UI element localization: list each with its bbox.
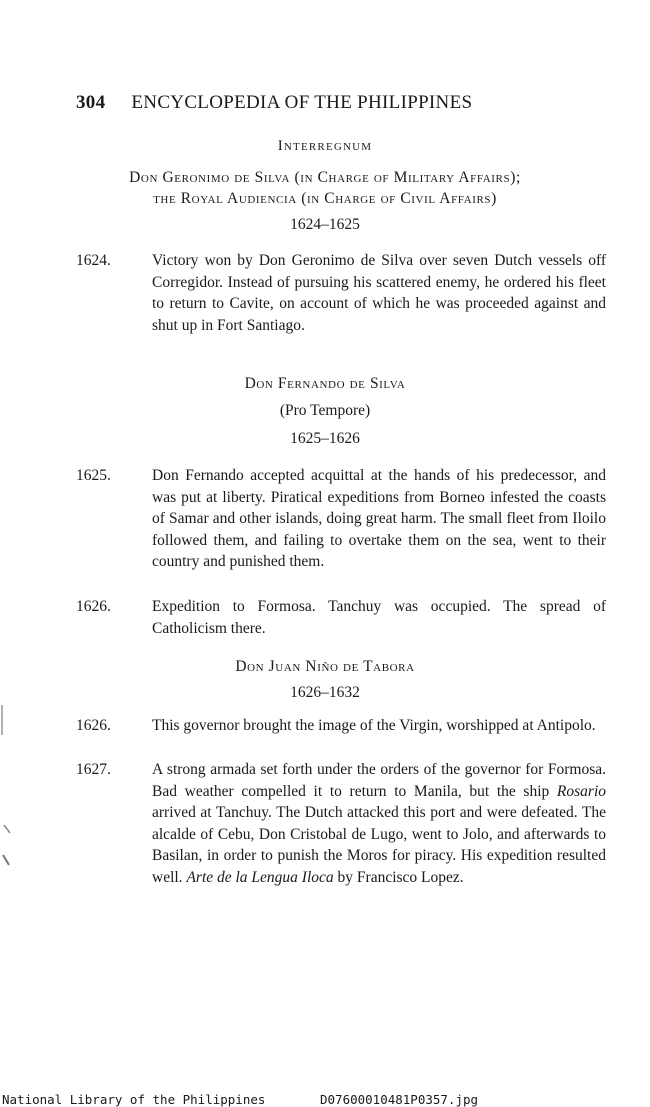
scan-edge-artifact <box>0 705 12 885</box>
ship-name: Rosario <box>556 782 607 800</box>
chronology-entry-1627 <box>76 759 606 889</box>
governor-heading-tabora: Don Juan Niño de Tabora <box>235 658 415 675</box>
chronology-entry-1625 <box>76 465 606 573</box>
book-title: Arte de la Lengua Iloca <box>186 868 334 886</box>
entry-year: 1627. <box>76 761 111 778</box>
page-number: 304 <box>76 92 106 113</box>
governor-heading-silva-line1: Don Geronimo de Silva (in Charge of Military Affairs); <box>129 169 521 186</box>
section-heading-interregnum: Interregnum <box>277 138 373 154</box>
entry-text-part: arrived at Tanchuy. The Dutch attacked this port and were defeated. The alcalde of Cebu, Don Cristobal de Lugo, went to Jolo, and afterwards to Basilan, in order to punish the Moros for piracy. His expedition resulted well. <box>152 804 606 886</box>
entry-year: 1626. <box>76 717 111 734</box>
chronology-entry-1624 <box>76 250 606 336</box>
scan-footer <box>2 1092 648 1107</box>
entry-text: This governor brought the image of the Virgin, worshipped at Antipolo. <box>152 717 596 734</box>
entry-year: 1624. <box>76 252 111 269</box>
governor-heading-fernando: Don Fernando de Silva <box>244 375 406 392</box>
entry-year: 1626. <box>76 598 111 615</box>
footer-filename: D07600010481P0357.jpg <box>320 1092 479 1107</box>
entry-text: Expedition to Formosa. Tanchuy was occupied. The spread of Catholicism there. <box>152 598 606 637</box>
governor-note-fernando: (Pro Tempore) <box>279 402 371 419</box>
entry-year: 1625. <box>76 467 111 484</box>
entry-text-part: by Francisco Lopez. <box>337 868 464 886</box>
governor-years-tabora: 1626–1632 <box>290 684 360 701</box>
chronology-entry-1626-antipolo <box>76 715 606 737</box>
entry-text-part: A strong armada set forth under the orders of the governor for Formosa. Bad weather compelled it to return to Manila, but the ship <box>152 761 606 800</box>
entry-text: Don Fernando accepted acquittal at the hands of his predecessor, and was put at liberty. Piratical expeditions from Borneo infested the coasts of Samar and other islands, doing great harm. The small fleet from Iloilo followed them, and failing to overtake them on the sea, went to their country and punished them. <box>152 467 606 571</box>
entry-text: Victory won by Don Geronimo de Silva over seven Dutch vessels off Corregidor. Instead of pursuing his scattered enemy, he ordered his fleet to return to Cavite, on account of which he was proceeded against and shut up in Fort Santiago. <box>152 252 606 334</box>
chronology-entry-1626-formosa <box>76 596 606 639</box>
footer-library: National Library of the Philippines <box>2 1092 266 1107</box>
running-header <box>76 92 546 114</box>
governor-heading-silva-line2: the Royal Audiencia (in Charge of Civil Affairs) <box>153 190 497 207</box>
running-title: ENCYCLOPEDIA OF THE PHILIPPINES <box>131 92 473 113</box>
governor-years-silva: 1624–1625 <box>290 216 360 233</box>
governor-years-fernando: 1625–1626 <box>290 430 360 447</box>
entry-text <box>152 759 606 889</box>
